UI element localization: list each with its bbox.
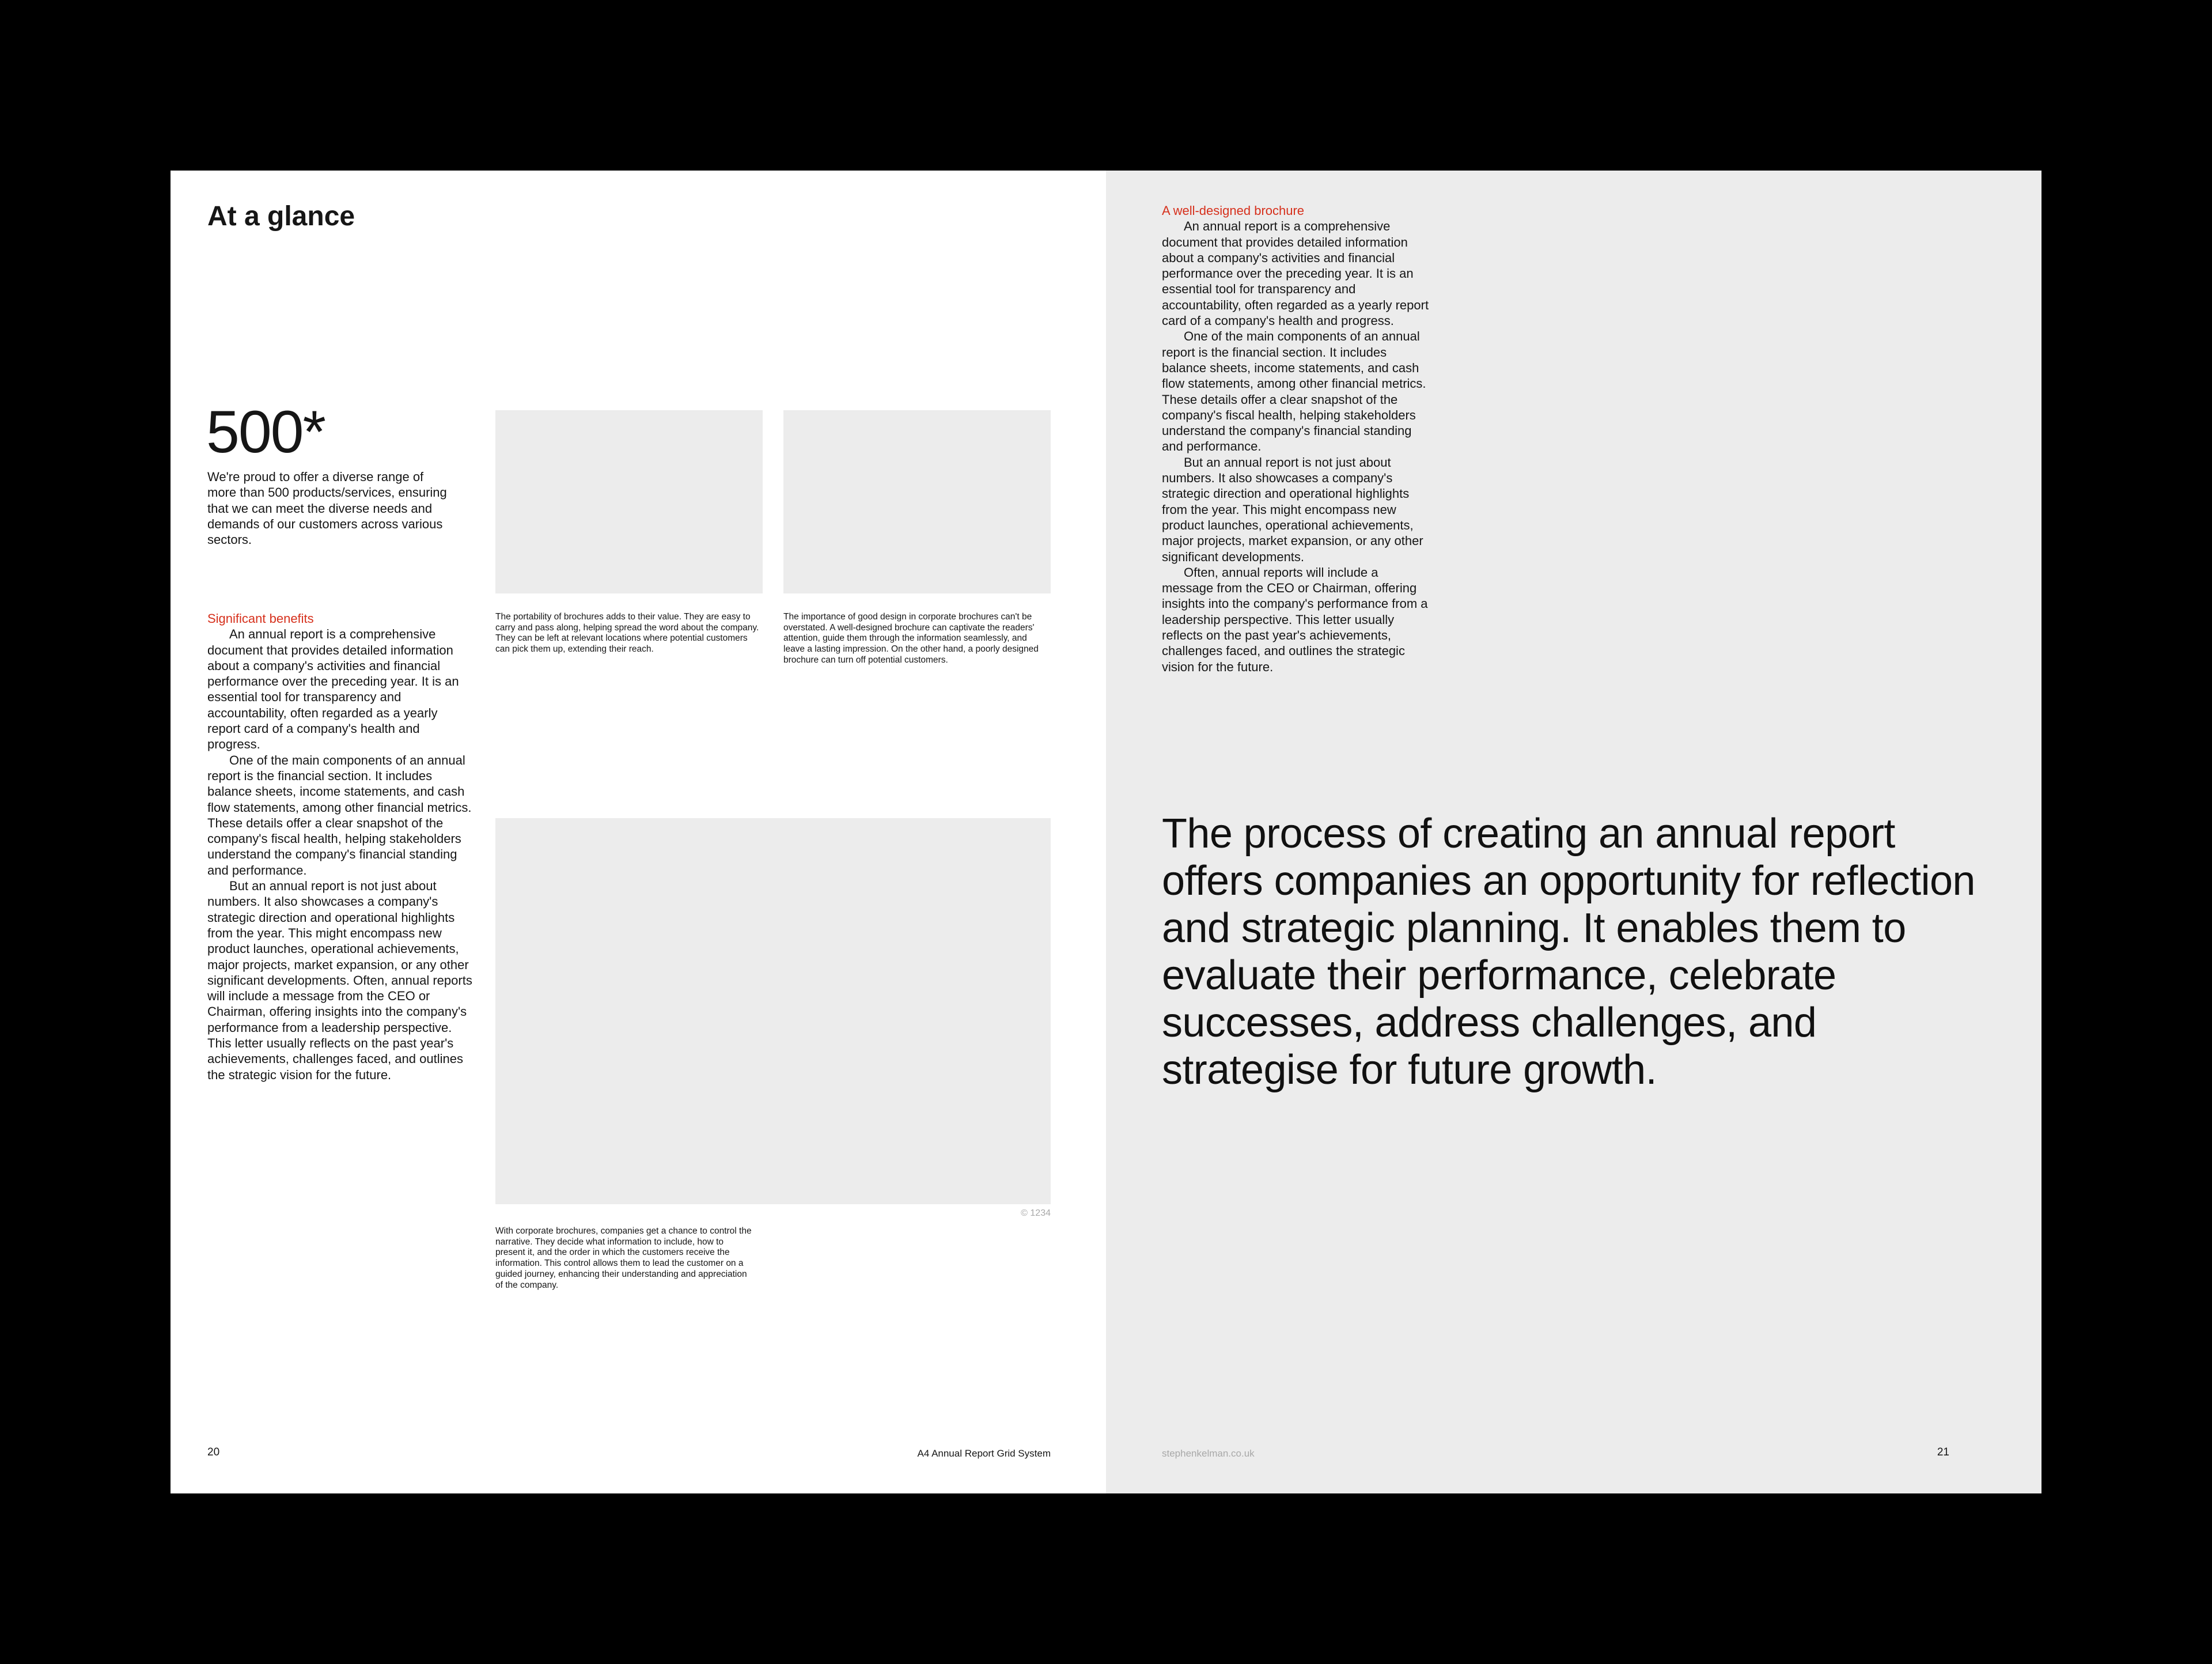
benefits-paragraph: But an annual report is not just about numbers. It also showcases a company's strategic direction and operational highlights from the year. This might encompass new product launches, operational achievements, major projects, market expansion, or any other significant developments. Often, annual reports will include a message from the CEO or Chairman, offering insights into the company's performance from a leadership perspective. This letter usually reflects on the past year's achievements, challenges faced, and outlines the strategic vision for the future. bbox=[207, 879, 472, 1082]
benefits-paragraph: One of the main components of an annual report is the financial section. It includes balance sheets, income statements, and cash flow statements, among other financial metrics. These details offer a clear snapshot of the company's fiscal health, helping stakeholders understand the company's financial standing and performance. bbox=[207, 752, 472, 878]
brochure-section bbox=[1162, 203, 1431, 675]
image-placeholder-large bbox=[495, 818, 1051, 1204]
brochure-paragraph: One of the main components of an annual report is the financial section. It includes balance sheets, income statements, and cash flow statements, among other financial metrics. These details offer a clear snapshot of the company's fiscal health, helping stakeholders understand the company's financial standing and performance. bbox=[1162, 329, 1426, 454]
image-caption-1: The portability of brochures adds to their value. They are easy to carry and pass along, helping spread the word about the company. They can be left at relevant locations where potential customers can pick them up, extending their reach. bbox=[495, 612, 759, 655]
image-placeholder-1 bbox=[495, 410, 763, 593]
page-number-right: 21 bbox=[1937, 1446, 1949, 1458]
stat-description: We're proud to offer a diverse range of more than 500 products/services, ensuring that we can meet the diverse needs and demands of our customers across various sectors. bbox=[207, 470, 447, 547]
image-placeholder-2 bbox=[783, 410, 1051, 593]
image-credit: © 1234 bbox=[1021, 1208, 1051, 1218]
image-caption-3: With corporate brochures, companies get a chance to control the narrative. They decide what information to include, how to present it, and the order in which the customers receive the information. This control allows them to lead the customer on a guided journey, enhancing their understanding and appreciation of the company. bbox=[495, 1226, 752, 1290]
page-heading: At a glance bbox=[207, 201, 355, 232]
left-page bbox=[171, 171, 1106, 1493]
footer-title: A4 Annual Report Grid System bbox=[917, 1448, 1051, 1459]
page-number-left: 20 bbox=[207, 1446, 220, 1458]
brochure-title: A well-designed brochure bbox=[1162, 203, 1305, 218]
benefits-section bbox=[207, 611, 474, 1083]
brochure-paragraph: Often, annual reports will include a message from the CEO or Chairman, offering insights into the company's performance from a leadership perspective. This letter usually reflects on the past year's achievements, challenges faced, and outlines the strategic vision for the future. bbox=[1162, 565, 1428, 674]
brochure-paragraph: But an annual report is not just about numbers. It also showcases a company's strategic direction and operational highlights from the year. This might encompass new product launches, operational achievements, major projects, market expansion, or any other significant developments. bbox=[1162, 455, 1423, 564]
website-link[interactable]: stephenkelman.co.uk bbox=[1162, 1448, 1255, 1459]
benefits-paragraph: An annual report is a comprehensive document that provides detailed information about a company's activities and financial performance over the preceding year. It is an essential tool for transparency and accountability, often regarded as a yearly report card of a company's health and progress. bbox=[207, 627, 459, 752]
right-page bbox=[1106, 171, 2041, 1493]
benefits-title: Significant benefits bbox=[207, 611, 314, 626]
image-caption-2: The importance of good design in corporate brochures can't be overstated. A well-designed brochure can captivate the readers' attention, guide them through the information seamlessly, and leave a lasting impression. On the other hand, a poorly designed brochure can turn off potential customers. bbox=[783, 612, 1039, 665]
stat-value: 500* bbox=[206, 399, 325, 466]
brochure-paragraph: An annual report is a comprehensive document that provides detailed information about a company's activities and financial performance over the preceding year. It is an essential tool for transparency and accountability, often regarded as a yearly report card of a company's health and progress. bbox=[1162, 219, 1429, 328]
pull-quote: The process of creating an annual report offers companies an opportunity for reflection and strategic planning. It enables them to evaluate their performance, celebrate successes, address challenges, and strategise for future growth. bbox=[1162, 811, 1975, 1093]
